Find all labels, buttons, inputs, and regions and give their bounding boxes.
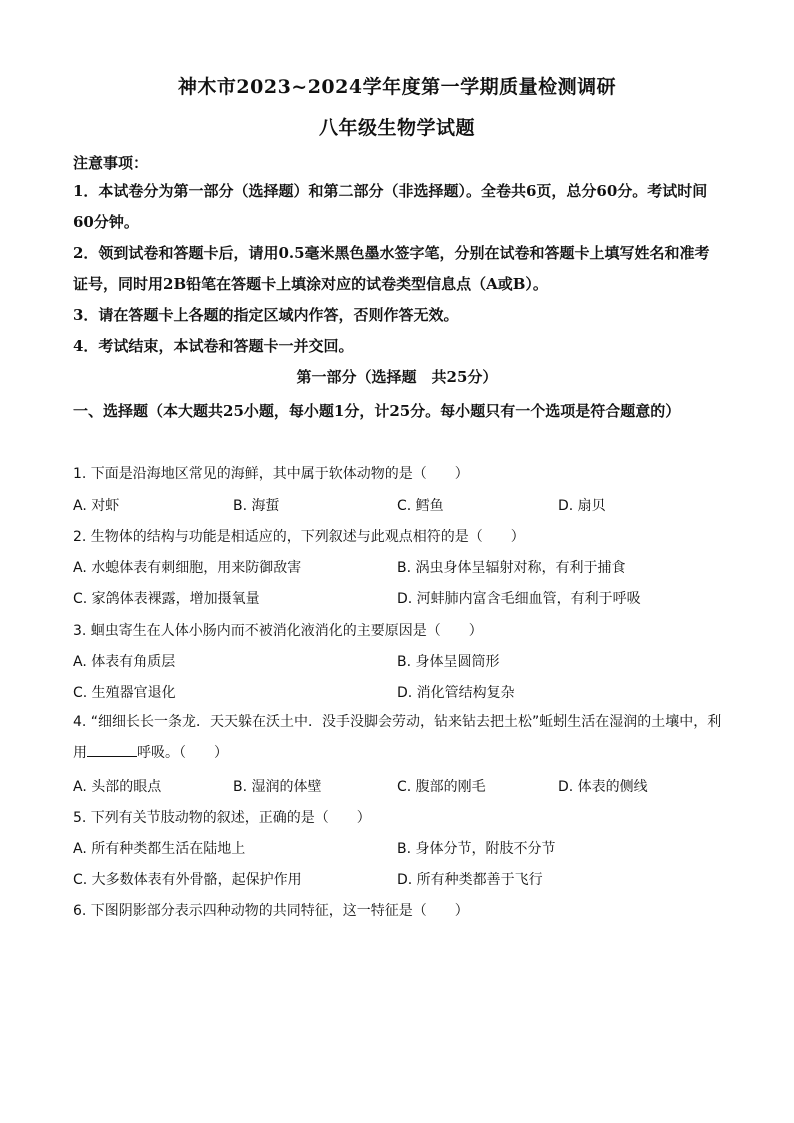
option-d: D. 扇贝 <box>558 498 606 514</box>
notes-heading: 注意事项： <box>73 154 149 172</box>
option-c: C. 鳕鱼 <box>397 498 444 514</box>
question-stem: 1. 下面是沿海地区常见的海鲜，其中属于软体动物的是（ ） <box>73 466 469 482</box>
part-heading: 第一部分（选择题 共25分） <box>296 368 498 386</box>
option-a: A. 对虾 <box>73 498 120 514</box>
option-d: D. 消化管结构复杂 <box>397 685 515 701</box>
question-stem: 6. 下图阴影部分表示四种动物的共同特征，这一特征是（ ） <box>73 903 469 919</box>
option-b: B. 涡虫身体呈辐射对称，有利于捕食 <box>397 560 626 576</box>
answer-blank <box>87 742 137 757</box>
note-item: 3．请在答题卡上各题的指定区域内作答，否则作答无效。 <box>73 306 459 324</box>
option-a: A. 水螅体表有刺细胞，用来防御敌害 <box>73 560 302 576</box>
question-stem-text: 4. “细细长长一条龙．天天躲在沃土中．没手没脚会劳动，钻来钻去把土松”蚯蚓生活在湿润的土壤中，利用 <box>73 714 722 761</box>
exam-title: 神木市2023~2024学年度第一学期质量检测调研 <box>177 76 617 98</box>
option-c: C. 家鸽体表裸露，增加摄氧量 <box>73 591 260 607</box>
option-c: C. 腹部的刚毛 <box>397 779 486 795</box>
option-d: D. 体表的侧线 <box>558 779 648 795</box>
question-stem: 2. 生物体的结构与功能是相适应的，下列叙述与此观点相符的是（ ） <box>73 529 525 545</box>
question-stem <box>73 707 725 769</box>
option-b: B. 海蜇 <box>233 498 280 514</box>
section-heading: 一、选择题（本大题共25小题，每小题1分，计25分。每小题只有一个选项是符合题意的） <box>73 402 681 420</box>
option-d: D. 所有种类都善于飞行 <box>397 872 543 888</box>
question-stem: 5. 下列有关节肢动物的叙述，正确的是（ ） <box>73 810 371 826</box>
question-stem: 3. 蛔虫寄生在人体小肠内而不被消化液消化的主要原因是（ ） <box>73 623 483 639</box>
option-a: A. 头部的眼点 <box>73 779 162 795</box>
option-b: B. 身体呈圆筒形 <box>397 654 500 670</box>
option-c: C. 生殖器官退化 <box>73 685 176 701</box>
note-item: 2．领到试卷和答题卡后，请用0.5毫米黑色墨水签字笔，分别在试卷和答题卡上填写姓名和准考证号，同时用2B铅笔在答题卡上填涂对应的试卷类型信息点（A或B）。 <box>73 244 710 293</box>
exam-subtitle: 八年级生物学试题 <box>318 117 475 139</box>
option-b: B. 湿润的体壁 <box>233 779 322 795</box>
option-a: A. 体表有角质层 <box>73 654 176 670</box>
note-item: 4．考试结束，本试卷和答题卡一并交回。 <box>73 337 354 355</box>
option-c: C. 大多数体表有外骨骼，起保护作用 <box>73 872 302 888</box>
note-item: 1．本试卷分为第一部分（选择题）和第二部分（非选择题）。全卷共6页，总分60分。考试时间60分钟。 <box>73 182 708 231</box>
option-d: D. 河蚌肺内富含毛细血管，有利于呼吸 <box>397 591 641 607</box>
option-a: A. 所有种类都生活在陆地上 <box>73 841 246 857</box>
option-b: B. 身体分节，附肢不分节 <box>397 841 556 857</box>
question-stem-text: 呼吸。（ ） <box>137 745 228 761</box>
